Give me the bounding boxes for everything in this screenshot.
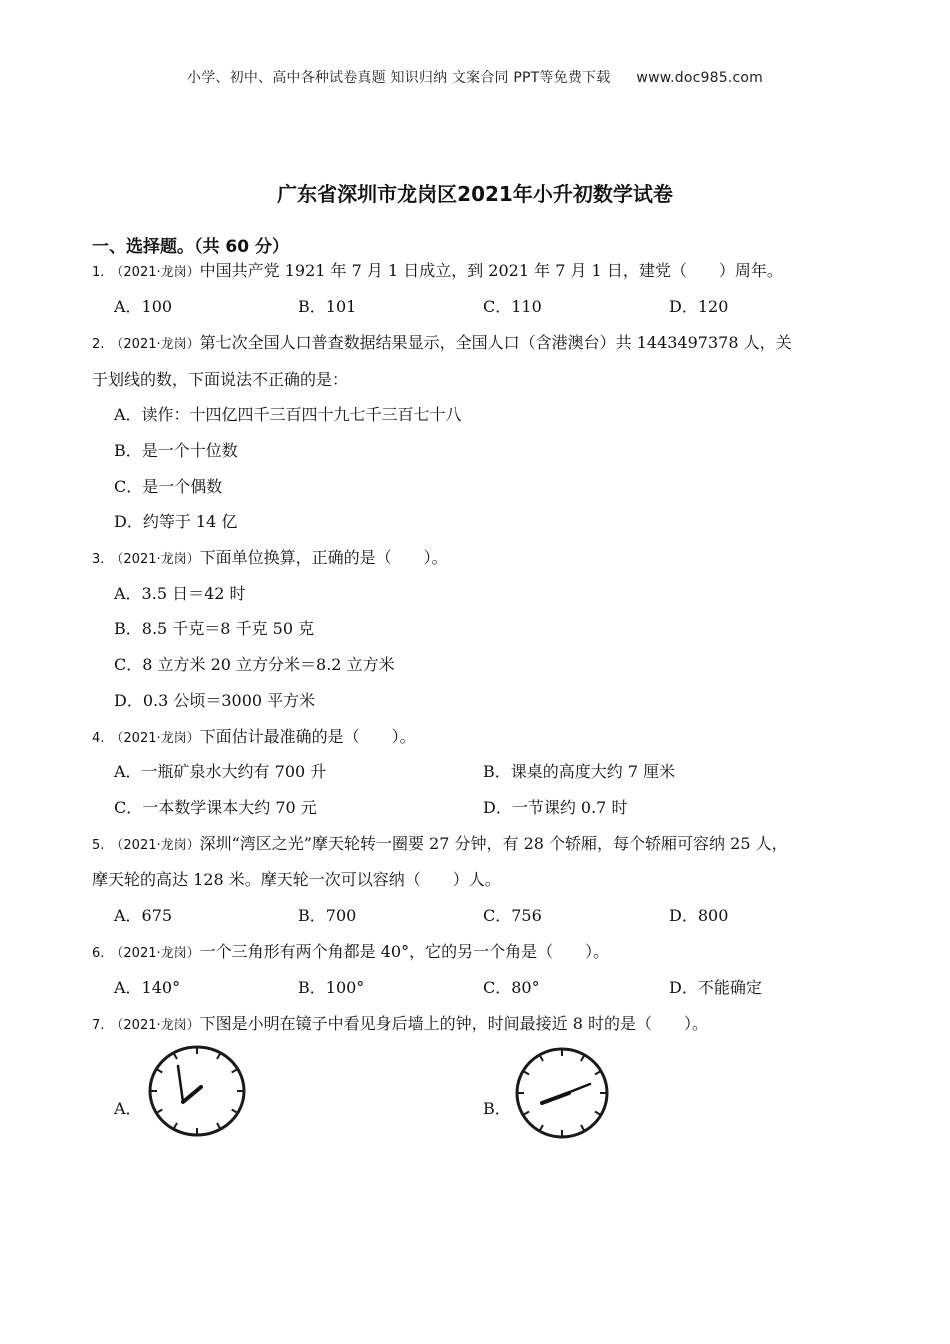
clock-tick [595, 1071, 601, 1075]
clock-tick [174, 1053, 178, 1059]
question-1 [92, 258, 783, 281]
option-a: A．140° [114, 978, 181, 997]
clock-tick [581, 1055, 585, 1061]
clock-tick [217, 1123, 221, 1129]
question-text: 中国共产党 1921 年 7 月 1 日成立，到 2021 年 7 月 1 日，建党（ ）周年。 [199, 261, 783, 280]
question-number: 1. [92, 265, 105, 280]
option-a: A．675 [114, 906, 173, 925]
option-c: C．110 [483, 297, 542, 316]
question-number: 6. [92, 946, 105, 961]
option-c: C．8 立方米 20 立方分米＝8.2 立方米 [114, 655, 395, 674]
question-number: 5. [92, 838, 105, 853]
option-b: B．100° [298, 978, 365, 997]
page-header [0, 67, 950, 87]
question-7 [92, 1011, 708, 1034]
clock-tick [523, 1071, 529, 1075]
question-number: 4. [92, 731, 105, 746]
option-a: A．3.5 日＝42 时 [114, 584, 246, 603]
question-source: （2021·龙岗） [110, 265, 200, 280]
section-heading: 一、选择题。（共 60 分） [92, 237, 289, 257]
clock-a-image [146, 1044, 248, 1138]
question-2-continued: 于划线的数，下面说法不正确的是： [92, 370, 349, 389]
option-d: D．约等于 14 亿 [114, 512, 238, 531]
clock-tick [232, 1110, 238, 1114]
question-text: 下面单位换算，正确的是（ ）。 [199, 548, 448, 567]
question-5 [92, 831, 788, 854]
question-source: （2021·龙岗） [110, 946, 200, 961]
option-c: C．一本数学课本大约 70 元 [114, 798, 317, 817]
option-d: D．0.3 公顷＝3000 平方米 [114, 691, 316, 710]
clock-tick [156, 1110, 162, 1114]
hour-hand [183, 1087, 201, 1102]
clock-tick [156, 1069, 162, 1073]
question-5-continued: 摩天轮的高达 128 米。摩天轮一次可以容纳（ ）人。 [92, 870, 501, 889]
option-b: B． [483, 1099, 511, 1118]
option-a: A．一瓶矿泉水大约有 700 升 [114, 762, 327, 781]
option-b: B．8.5 千克＝8 千克 50 克 [114, 619, 315, 638]
option-a: A．100 [114, 297, 173, 316]
header-url[interactable]: www.doc985.com [636, 70, 763, 86]
question-text: 第七次全国人口普查数据结果显示，全国人口（含港澳台）共 1443497378 人，关 [199, 333, 792, 352]
question-text: 下图是小明在镜子中看见身后墙上的钟，时间最接近 8 时的是（ ）。 [199, 1014, 708, 1033]
clock-tick [540, 1125, 544, 1131]
clock-tick [523, 1112, 529, 1116]
option-b: B．700 [298, 906, 357, 925]
clock-tick [581, 1125, 585, 1131]
header-text: 小学、初中、高中各种试卷真题 知识归纳 文案合同 PPT等免费下载 [187, 70, 611, 86]
option-a: A． [114, 1099, 142, 1118]
option-d: D．120 [669, 297, 729, 316]
question-3 [92, 545, 448, 568]
page-title: 广东省深圳市龙岗区2021年小升初数学试卷 [277, 182, 673, 206]
question-6 [92, 939, 609, 962]
question-4 [92, 724, 416, 747]
question-source: （2021·龙岗） [110, 838, 200, 853]
question-text: 深圳“湾区之光”摩天轮转一圈要 27 分钟，有 28 个轿厢，每个轿厢可容纳 25 人， [199, 834, 788, 853]
option-c: C．80° [483, 978, 540, 997]
option-c: C．756 [483, 906, 542, 925]
minute-hand [542, 1084, 590, 1103]
option-c: C．是一个偶数 [114, 477, 223, 496]
option-d: D．一节课约 0.7 时 [483, 798, 628, 817]
option-b: B．101 [298, 297, 357, 316]
clock-tick [595, 1112, 601, 1116]
clock-tick [232, 1069, 238, 1073]
question-source: （2021·龙岗） [110, 552, 200, 567]
option-d: D．800 [669, 906, 729, 925]
option-d: D．不能确定 [669, 978, 762, 997]
question-text: 一个三角形有两个角都是 40°，它的另一个角是（ ）。 [199, 942, 610, 961]
minute-hand [178, 1066, 183, 1102]
clock-b-image [514, 1046, 610, 1140]
question-source: （2021·龙岗） [110, 731, 200, 746]
question-number: 2. [92, 337, 105, 352]
option-a: A．读作：十四亿四千三百四十九七千三百七十八 [114, 405, 462, 424]
option-b: B．课桌的高度大约 7 厘米 [483, 762, 676, 781]
question-text: 下面估计最准确的是（ ）。 [199, 727, 416, 746]
question-number: 7. [92, 1018, 105, 1033]
clock-tick [540, 1055, 544, 1061]
clock-face [517, 1049, 607, 1137]
question-number: 3. [92, 552, 105, 567]
clock-tick [174, 1123, 178, 1129]
question-source: （2021·龙岗） [110, 337, 200, 352]
question-2 [92, 330, 792, 353]
option-b: B．是一个十位数 [114, 441, 238, 460]
clock-tick [217, 1053, 221, 1059]
question-source: （2021·龙岗） [110, 1018, 200, 1033]
